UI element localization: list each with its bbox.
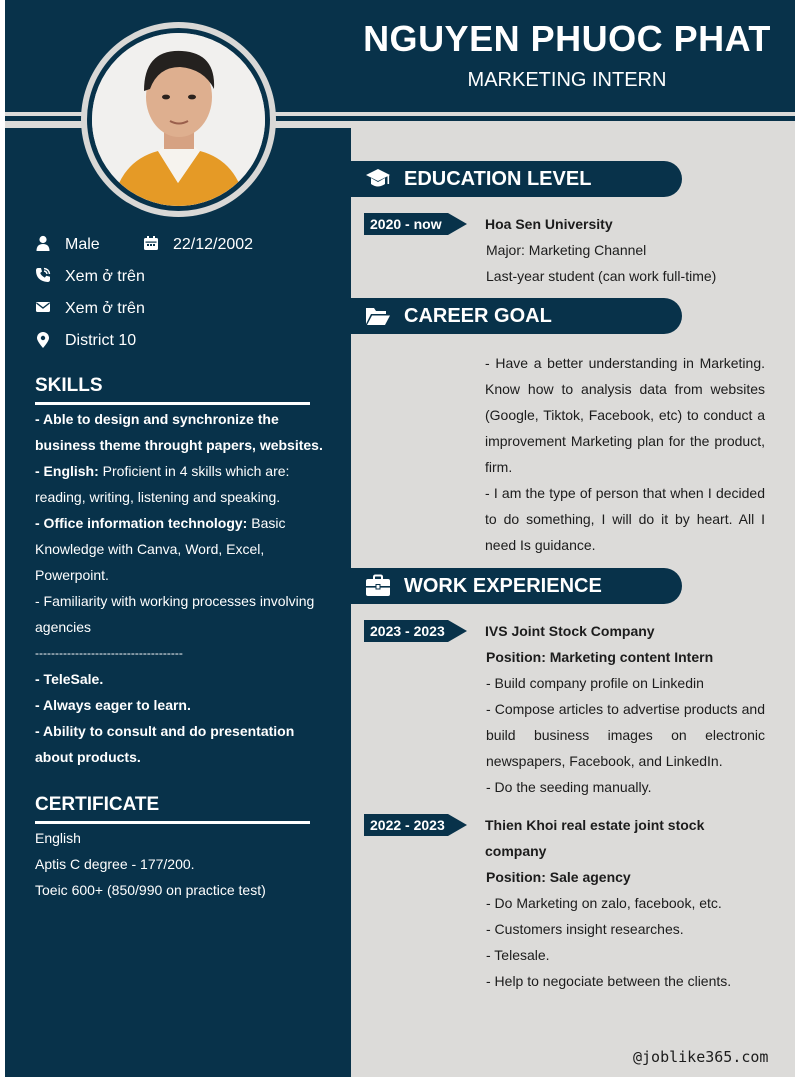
job1-duty: - Build company profile on Linkedin xyxy=(486,675,704,691)
job2-duty: - Do Marketing on zalo, facebook, etc. xyxy=(486,895,722,911)
career-paragraph: - Have a better understanding in Marketing. Know how to analysis data from websites (Google, Tiktok, Facebook, etc) to conduct a improvement Marketing plan for the product, firm. xyxy=(485,355,765,475)
candidate-title: MARKETING INTERN xyxy=(467,69,667,91)
career-goal-text xyxy=(485,350,765,558)
job2-date-tag xyxy=(364,814,467,836)
job1-date: 2023 - 2023 xyxy=(370,623,445,639)
job2-duty: - Customers insight researches. xyxy=(486,921,684,937)
job2-details xyxy=(485,812,765,994)
calendar-icon xyxy=(143,235,159,251)
location-pin-icon xyxy=(35,332,51,348)
skill-divider: ------------------------------------- xyxy=(35,646,183,660)
job1-duty: - Compose articles to advertise products and build business images on electronic newspapers, Facebook, and LinkedIn. xyxy=(486,701,765,769)
education-note: Last-year student (can work full-time) xyxy=(486,268,717,284)
profile-photo xyxy=(92,33,265,206)
skill-item: - TeleSale. xyxy=(35,671,104,687)
work-section-header xyxy=(351,568,682,604)
school-name: Hoa Sen University xyxy=(485,216,613,232)
career-section-header xyxy=(351,298,682,334)
education-heading: EDUCATION LEVEL xyxy=(404,168,592,190)
certificate-item: Aptis C degree - 177/200. xyxy=(35,856,195,872)
work-heading: WORK EXPERIENCE xyxy=(404,575,602,597)
gender-value: Male xyxy=(65,236,100,253)
phone-icon xyxy=(35,267,51,283)
job1-date-tag xyxy=(364,620,467,642)
job2-duty: - Help to negociate between the clients. xyxy=(486,973,732,989)
skill-item: - Office information technology: Basic Knowledge with Canva, Word, Excel, Powerpoint. xyxy=(35,515,286,583)
job2-duty: - Telesale. xyxy=(486,947,550,963)
job2-date: 2022 - 2023 xyxy=(370,817,445,833)
job1-position: Position: Marketing content Intern xyxy=(486,649,714,665)
briefcase-icon xyxy=(365,574,391,598)
job1-details xyxy=(485,618,765,800)
address-value: District 10 xyxy=(65,332,137,349)
skill-item: - Always eager to learn. xyxy=(35,697,191,713)
education-date-tag xyxy=(364,213,467,235)
certificate-item: Toeic 600+ (850/990 on practice test) xyxy=(35,882,266,898)
skills-underline xyxy=(35,402,310,405)
phone-value: Xem ở trên xyxy=(65,268,145,285)
skill-item: - Familiarity with working processes involving agencies xyxy=(35,593,315,635)
skills-heading: SKILLS xyxy=(35,375,103,396)
birthday-value: 22/12/2002 xyxy=(173,236,254,253)
certificate-list xyxy=(35,825,330,903)
envelope-icon xyxy=(35,299,51,315)
career-heading: CAREER GOAL xyxy=(404,305,552,327)
major: Major: Marketing Channel xyxy=(486,242,647,258)
job1-duty: - Do the seeding manually. xyxy=(486,779,652,795)
skill-item: - Able to design and synchronize the business theme throught papers, websites. xyxy=(35,411,323,453)
skill-item: - English: Proficient in 4 skills which are: reading, writing, listening and speaking. xyxy=(35,463,290,505)
graduation-cap-icon xyxy=(365,167,391,191)
education-details xyxy=(485,211,765,289)
skills-list xyxy=(35,406,330,770)
certificate-item: English xyxy=(35,830,81,846)
education-section-header xyxy=(351,161,682,197)
certificate-underline xyxy=(35,821,310,824)
education-date: 2020 - now xyxy=(370,216,442,232)
candidate-name: NGUYEN PHUOC PHAT xyxy=(363,18,771,59)
career-paragraph: - I am the type of person that when I decided to do something, I will do it by heart. All I need Is guidance. xyxy=(485,485,765,553)
certificate-heading: CERTIFICATE xyxy=(35,794,160,815)
resume-page xyxy=(5,0,795,1077)
job2-position: Position: Sale agency xyxy=(486,869,631,885)
job2-company: Thien Khoi real estate joint stock company xyxy=(485,817,705,859)
email-value: Xem ở trên xyxy=(65,300,145,317)
footer-watermark: @joblike365.com xyxy=(633,1048,769,1066)
job1-company: IVS Joint Stock Company xyxy=(485,623,655,639)
user-icon xyxy=(35,235,51,251)
skill-item: - Ability to consult and do presentation about products. xyxy=(35,723,295,765)
folder-open-icon xyxy=(365,304,391,328)
